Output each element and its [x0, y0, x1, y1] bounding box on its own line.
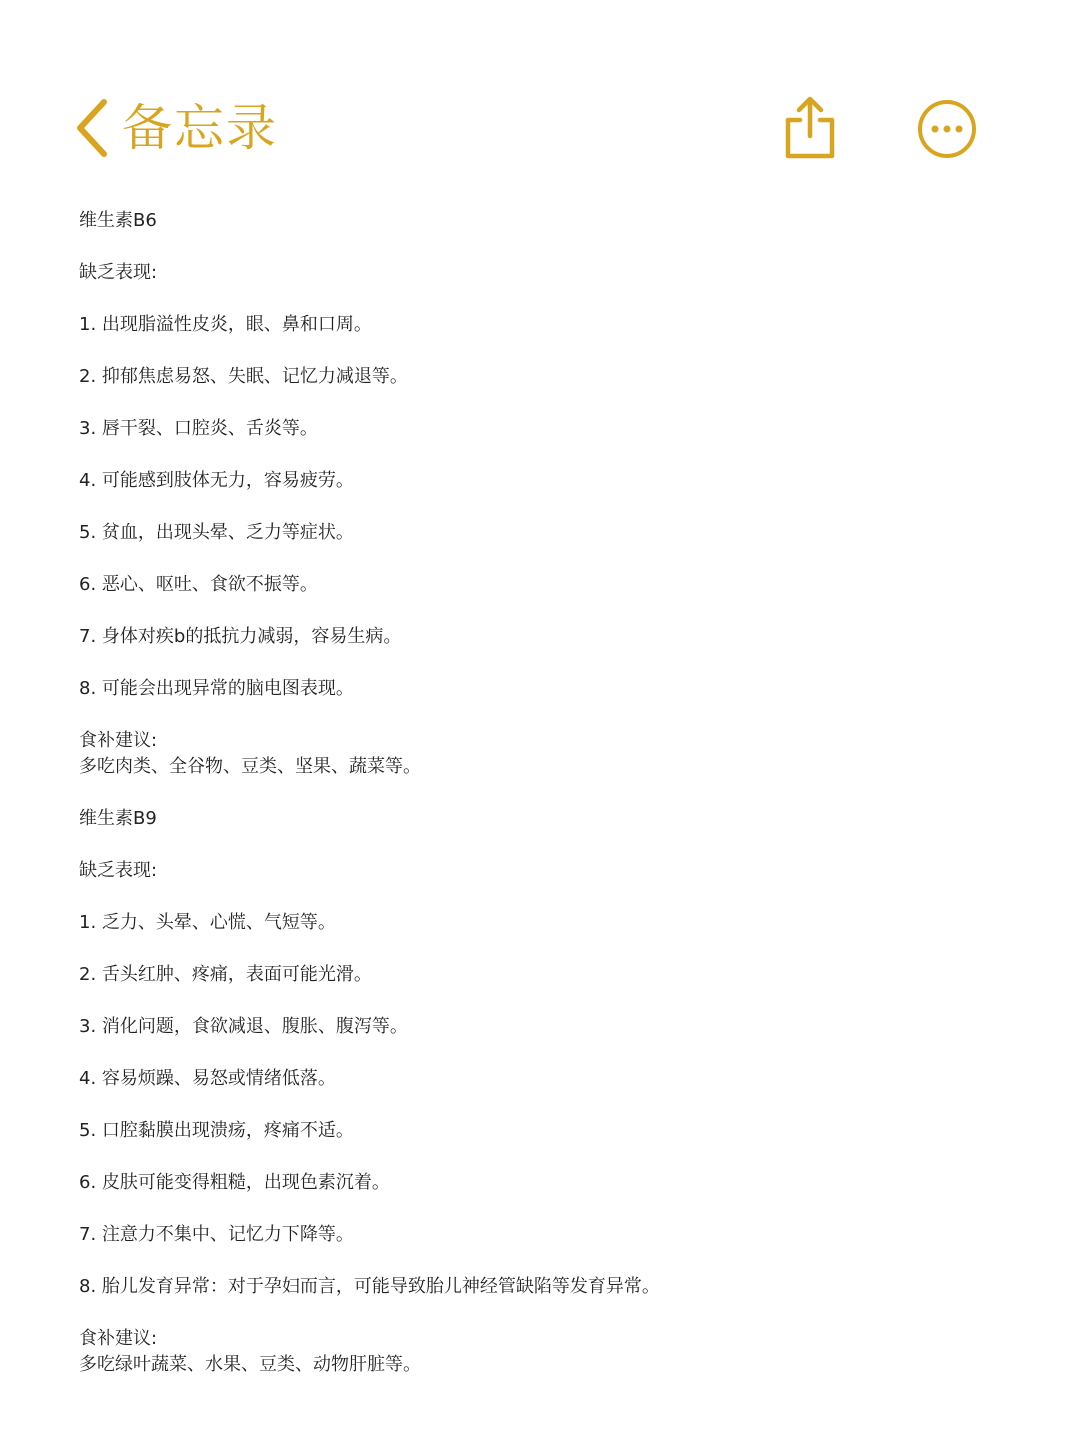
note-heading-b6: 维生素B6 [79, 210, 157, 231]
note-list-item: 5. 口腔黏膜出现溃疡，疼痛不适。 [79, 1120, 354, 1141]
note-subheading: 缺乏表现: [79, 262, 158, 283]
note-subheading: 缺乏表现: [79, 860, 158, 881]
ellipsis-circle-icon [916, 98, 978, 160]
note-list-item: 8. 可能会出现异常的脑电图表现。 [79, 678, 354, 699]
note-list-item: 2. 抑郁焦虑易怒、失眠、记忆力减退等。 [79, 366, 408, 387]
note-text: 多吃绿叶蔬菜、水果、豆类、动物肝脏等。 [79, 1354, 421, 1375]
note-list-item: 2. 舌头红肿、疼痛，表面可能光滑。 [79, 964, 372, 985]
note-subheading: 食补建议: [79, 1328, 158, 1349]
note-list-item: 5. 贫血，出现头晕、乏力等症状。 [79, 522, 354, 543]
back-button[interactable] [72, 92, 278, 164]
back-button-label: 备忘录 [122, 99, 278, 157]
share-icon [780, 94, 840, 162]
note-list-item: 6. 恶心、呕吐、食欲不振等。 [79, 574, 318, 595]
note-list-item: 3. 消化问题，食欲减退、腹胀、腹泻等。 [79, 1016, 408, 1037]
note-list-item: 6. 皮肤可能变得粗糙，出现色素沉着。 [79, 1172, 390, 1193]
more-options-button[interactable] [916, 98, 978, 160]
note-text: 多吃肉类、全谷物、豆类、坚果、蔬菜等。 [79, 756, 421, 777]
note-list-item: 4. 容易烦躁、易怒或情绪低落。 [79, 1068, 336, 1089]
note-list-item: 7. 注意力不集中、记忆力下降等。 [79, 1224, 354, 1245]
note-heading-b9: 维生素B9 [79, 808, 157, 829]
chevron-left-icon [72, 96, 112, 160]
note-body[interactable] [79, 208, 1019, 1404]
note-list-item: 1. 出现脂溢性皮炎，眼、鼻和口周。 [79, 314, 372, 335]
navigation-bar [0, 0, 1080, 190]
note-list-item: 3. 唇干裂、口腔炎、舌炎等。 [79, 418, 318, 439]
note-list-item: 1. 乏力、头晕、心慌、气短等。 [79, 912, 336, 933]
share-button[interactable] [780, 94, 840, 162]
note-list-item: 7. 身体对疾b的抵抗力减弱，容易生病。 [79, 626, 402, 647]
note-list-item: 4. 可能感到肢体无力，容易疲劳。 [79, 470, 354, 491]
note-list-item: 8. 胎儿发育异常：对于孕妇而言，可能导致胎儿神经管缺陷等发育异常。 [79, 1276, 660, 1297]
note-subheading: 食补建议: [79, 730, 158, 751]
